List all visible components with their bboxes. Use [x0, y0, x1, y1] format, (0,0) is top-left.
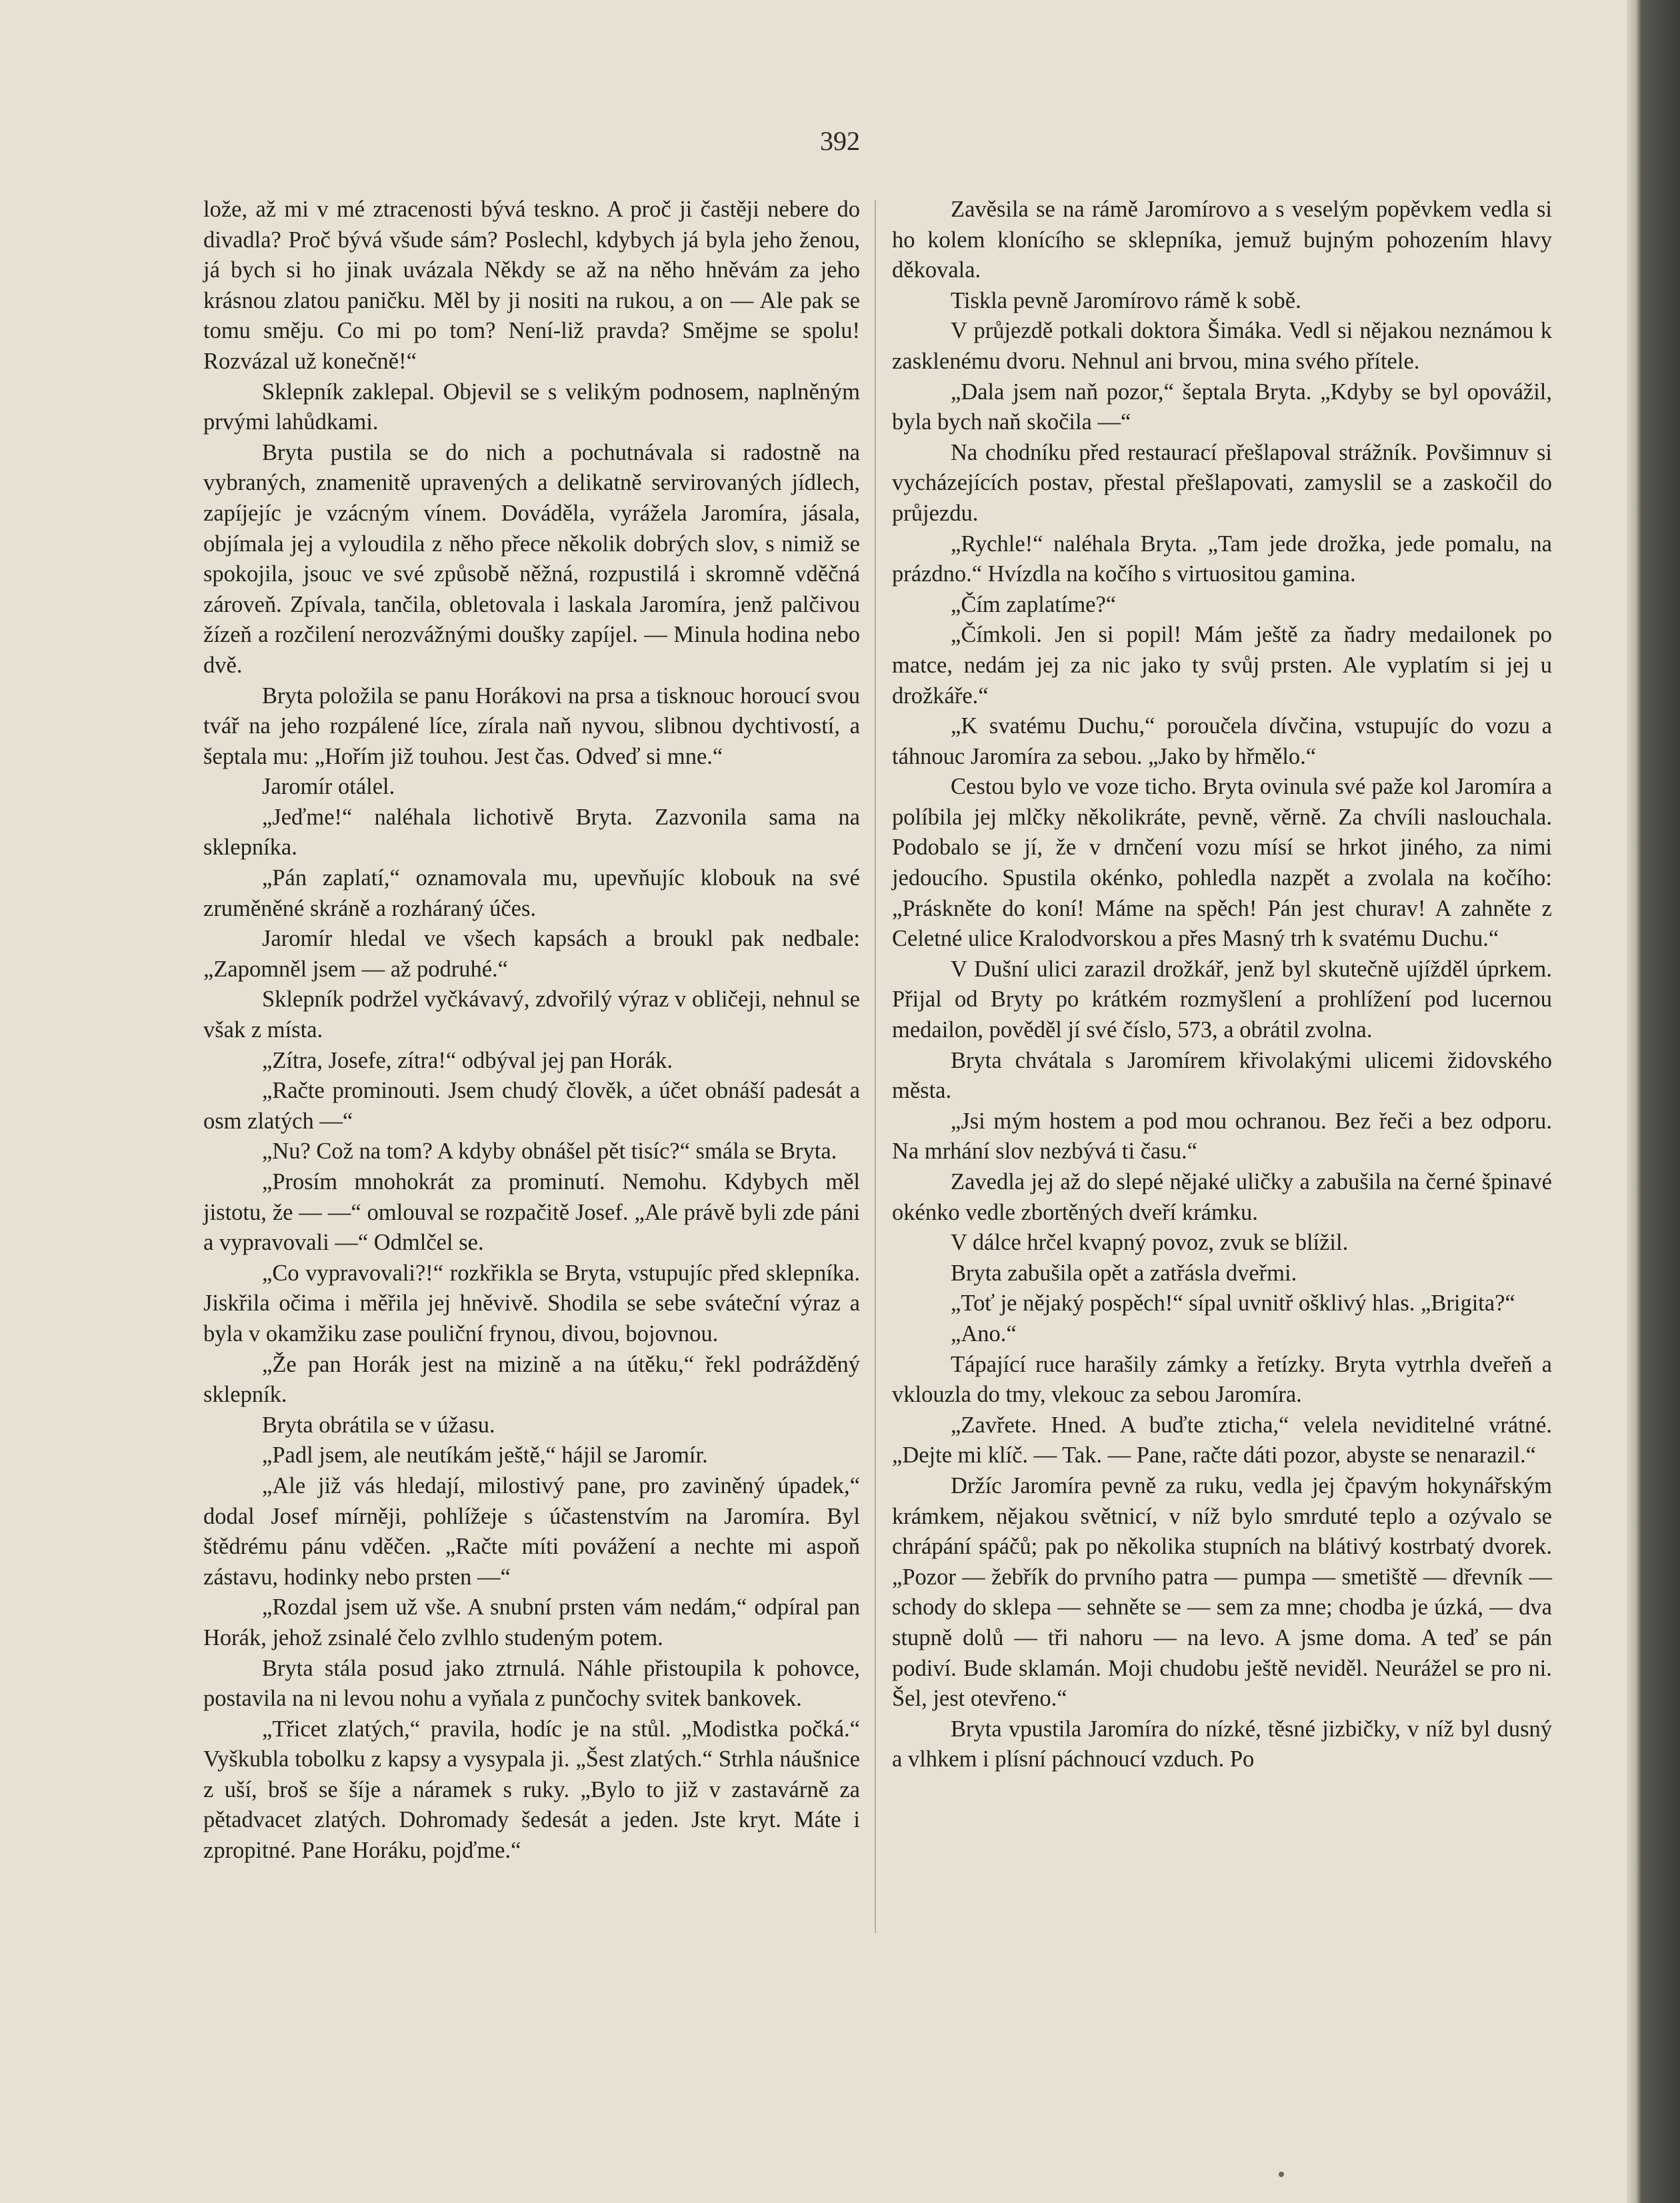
paragraph: V průjezdě potkali doktora Šimáka. Vedl si nějakou neznámou k zasklenému dvoru. Nehnul ani brvou, mina svého přítele.	[892, 318, 1552, 374]
column-divider	[875, 200, 876, 1933]
paragraph: Tápající ruce harašily zámky a řetízky. Bryta vytrhla dveřeň a vklouzla do tmy, vlekouc za sebou Jaromíra.	[892, 1351, 1552, 1408]
right-column	[892, 195, 1552, 1775]
paragraph: „Ano.“	[951, 1320, 1017, 1346]
paragraph: „Zavřete. Hned. A buďte zticha,“ velela neviditelné vrátné. „Dejte mi klíč. — Tak. — Pane, račte dáti pozor, abyste se nenarazil.“	[892, 1412, 1552, 1468]
paragraph: „Rozdal jsem už vše. A snubní prsten vám nedám,“ odpíral pan Horák, jehož zsinalé čelo zvlhlo studeným potem.	[203, 1594, 860, 1650]
book-spine-edge	[1627, 0, 1680, 2203]
paragraph: V Dušní ulici zarazil drožkář, jenž byl skutečně ujížděl úprkem. Přijal od Bryty po krátkém rozmyšlení a prohlížení pod lucernou medailon, pověděl jí své číslo, 573, a obrátil zvolna.	[892, 956, 1552, 1043]
paragraph: Cestou bylo ve voze ticho. Bryta ovinula své paže kol Jaromíra a políbila jej mlčky několikráte, pevně, věrně. Za chvíli naslouchala. Podobalo se jí, že v drnčení vozu mísí se hrkot jiného, za nimi jedoucího. Spustila okénko, pohledla nazpět a zvolala na kočího: „Práskněte do koní! Máme na spěch! Pán jest churav! A zahněte z Celetné ulice Kralodvorskou a přes Masný trh k svatému Duchu.“	[892, 774, 1552, 952]
paragraph: „Co vypravovali?!“ rozkřikla se Bryta, vstupujíc před sklepníka. Jiskřila očima i měřila jej hněvivě. Shodila se sebe sváteční výraz a byla v okamžiku zase pouliční frynou, divou, bojovnou.	[203, 1260, 860, 1346]
paragraph: Zavedla jej až do slepé nějaké uličky a zabušila na černé špinavé okénko vedle zbortěných dveří krámku.	[892, 1169, 1552, 1225]
paragraph: „Že pan Horák jest na mizině a na útěku,“ řekl podrážděný sklepník.	[203, 1351, 860, 1408]
page-number: 392	[820, 126, 860, 156]
paragraph: Bryta položila se panu Horákovi na prsa a tisknouc horoucí svou tvář na jeho rozpálené líce, zírala naň nyvou, slibnou dychtivostí, a šeptala mu: „Hořím již touhou. Jest čas. Odveď si mne.“	[203, 683, 860, 769]
paragraph: Bryta stála posud jako ztrnulá. Náhle přistoupila k pohovce, postavila na ni levou nohu a vyňala z punčochy svitek bankovek.	[203, 1655, 860, 1712]
paragraph: „Třicet zlatých,“ pravila, hodíc je na stůl. „Modistka počká.“ Vyškubla tobolku z kapsy a vysypala ji. „Šest zlatých.“ Strhla náušnice z uší, broš se šíje a náramek s ruky. „Bylo to již v zastavárně za pětadvacet zlatých. Dohromady šedesát a jeden. Jste kryt. Máte i zpropitné. Pane Horáku, pojďme.“	[203, 1716, 860, 1864]
paragraph: „Zítra, Josefe, zítra!“ odbýval jej pan Horák.	[262, 1047, 673, 1073]
paragraph: „Nu? Což na tom? A kdyby obnášel pět tisíc?“ smála se Bryta.	[262, 1138, 837, 1164]
paragraph: Jaromír otálel.	[262, 774, 395, 800]
paragraph: Bryta obrátila se v úžasu.	[262, 1412, 495, 1438]
paragraph: „Padl jsem, ale neutíkám ještě,“ hájil se Jaromír.	[262, 1442, 708, 1468]
paragraph: Bryta chvátala s Jaromírem křivolakými ulicemi židovského města.	[892, 1047, 1552, 1104]
paragraph: Bryta pustila se do nich a pochutnávala si radostně na vybraných, znamenitě upravených a delikatně servirovaných jídlech, zapíjejíc je vzácným vínem. Dováděla, vyrážela Jaromíra, jásala, objímala jej a vyloudila z něho přece několik dobrých slov, s nimiž se spokojila, jsouc ve své způsobě něžná, rozpustilá i skromně vděčná zároveň. Zpívala, tančila, obletovala i laskala Jaromíra, jenž palčivou žízeň a rozčilení nerozvážnými doušky zapíjel. — Minula hodina nebo dvě.	[203, 439, 860, 678]
paragraph: „Čím zaplatíme?“	[951, 591, 1117, 617]
paragraph: „K svatému Duchu,“ poroučela dívčina, vstupujíc do vozu a táhnouc Jaromíra za sebou. „Jako by hřmělo.“	[892, 713, 1552, 769]
paragraph: Sklepník podržel vyčkávavý, zdvořilý výraz v obličeji, nehnul se však z místa.	[203, 987, 860, 1043]
paragraph: Tiskla pevně Jaromírovo rámě k sobě.	[951, 287, 1301, 313]
paragraph: „Ale již vás hledají, milostivý pane, pro zaviněný úpadek,“ dodal Josef mírněji, pohlížeje s účastenstvím na Jaromíra. Byl štědrému pánu vděčen. „Račte míti povážení a nechte mi aspoň zástavu, hodinky nebo prsten —“	[203, 1472, 860, 1590]
paragraph: „Jsi mým hostem a pod mou ochranou. Bez řeči a bez odporu. Na mrhání slov nezbývá ti času.“	[892, 1108, 1552, 1164]
paragraph: „Toť je nějaký pospěch!“ sípal uvnitř ošklivý hlas. „Brigita?“	[951, 1290, 1515, 1316]
paragraph: „Pán zaplatí,“ oznamovala mu, upevňujíc klobouk na své zruměněné skráně a rozháraný účes.	[203, 865, 860, 921]
paragraph: V dálce hrčel kvapný povoz, zvuk se blížil.	[951, 1230, 1349, 1256]
paragraph: „Račte prominouti. Jsem chudý člověk, a účet obnáší padesát a osm zlatých —“	[203, 1078, 860, 1134]
paragraph: „Prosím mnohokrát za prominutí. Nemohu. Kdybych měl jistotu, že — —“ omlouval se rozpačitě Josef. „Ale právě byli zde páni a vypravovali —“ Odmlčel se.	[203, 1169, 860, 1256]
paragraph: „Jeďme!“ naléhala lichotivě Bryta. Zazvonila sama na sklepníka.	[203, 804, 860, 861]
paragraph: Bryta vpustila Jaromíra do nízké, těsné jizbičky, v níž byl dusný a vlhkem i plísní páchnoucí vzduch. Po	[892, 1716, 1552, 1772]
paragraph: Na chodníku před restaurací přešlapoval strážník. Povšimnuv si vycházejících postav, přestal přešlapovati, zamyslil se a zaskočil do průjezdu.	[892, 439, 1552, 526]
paragraph: Zavěsila se na rámě Jaromírovo a s veselým popěvkem vedla si ho kolem klonícího se sklepníka, jemuž bujným pohozením hlavy děkovala.	[892, 197, 1552, 283]
paragraph: lože, až mi v mé ztracenosti bývá teskno. A proč ji častěji nebere do divadla? Proč bývá všude sám? Poslechl, kdybych já byla jeho ženou, já bych si ho jinak uvázala Někdy se až na něho hněvám za jeho krásnou zlatou paničku. Měl by ji nositi na rukou, a on — Ale pak se tomu směju. Co mi po tom? Není-liž pravda? Smějme se spolu! Rozvázal už konečně!“	[203, 197, 860, 374]
left-column	[203, 195, 860, 1866]
paragraph: „Rychle!“ naléhala Bryta. „Tam jede drožka, jede pomalu, na prázdno.“ Hvízdla na kočího s virtuositou gamina.	[892, 531, 1552, 587]
paragraph: „Čímkoli. Jen si popil! Mám ještě za ňadry medailonek po matce, nedám jej za nic jako ty svůj prsten. Ale vyplatím si jej u drožkáře.“	[892, 622, 1552, 709]
paragraph: Jaromír hledal ve všech kapsách a broukl pak nedbale: „Zapomněl jsem — až podruhé.“	[203, 926, 860, 982]
paragraph: „Dala jsem naň pozor,“ šeptala Bryta. „Kdyby se byl opovážil, byla bych naň skočila —“	[892, 379, 1552, 435]
print-speck	[1279, 2172, 1284, 2177]
paragraph: Držíc Jaromíra pevně za ruku, vedla jej čpavým hokynářským krámkem, nějakou světnicí, v níž bylo smrduté teplo a ozývalo se chrápání spáčů; pak po několika stupních na blátivý kostrbatý dvorek. „Pozor — žebřík do prvního patra — pumpa — smetiště — dřevník — schody do sklepa — sehněte se — sem za mne; chodba je úzká, — dva stupně dolů — tři nahoru — na levo. A jsme doma. A teď se pán podiví. Bude sklamán. Moji chudobu ještě neviděl. Neurážel se pro ni. Šel, jest otevřeno.“	[892, 1472, 1552, 1712]
paragraph: Bryta zabušila opět a zatřásla dveřmi.	[951, 1260, 1297, 1286]
paragraph: Sklepník zaklepal. Objevil se s velikým podnosem, naplněným prvými lahůdkami.	[203, 379, 860, 435]
